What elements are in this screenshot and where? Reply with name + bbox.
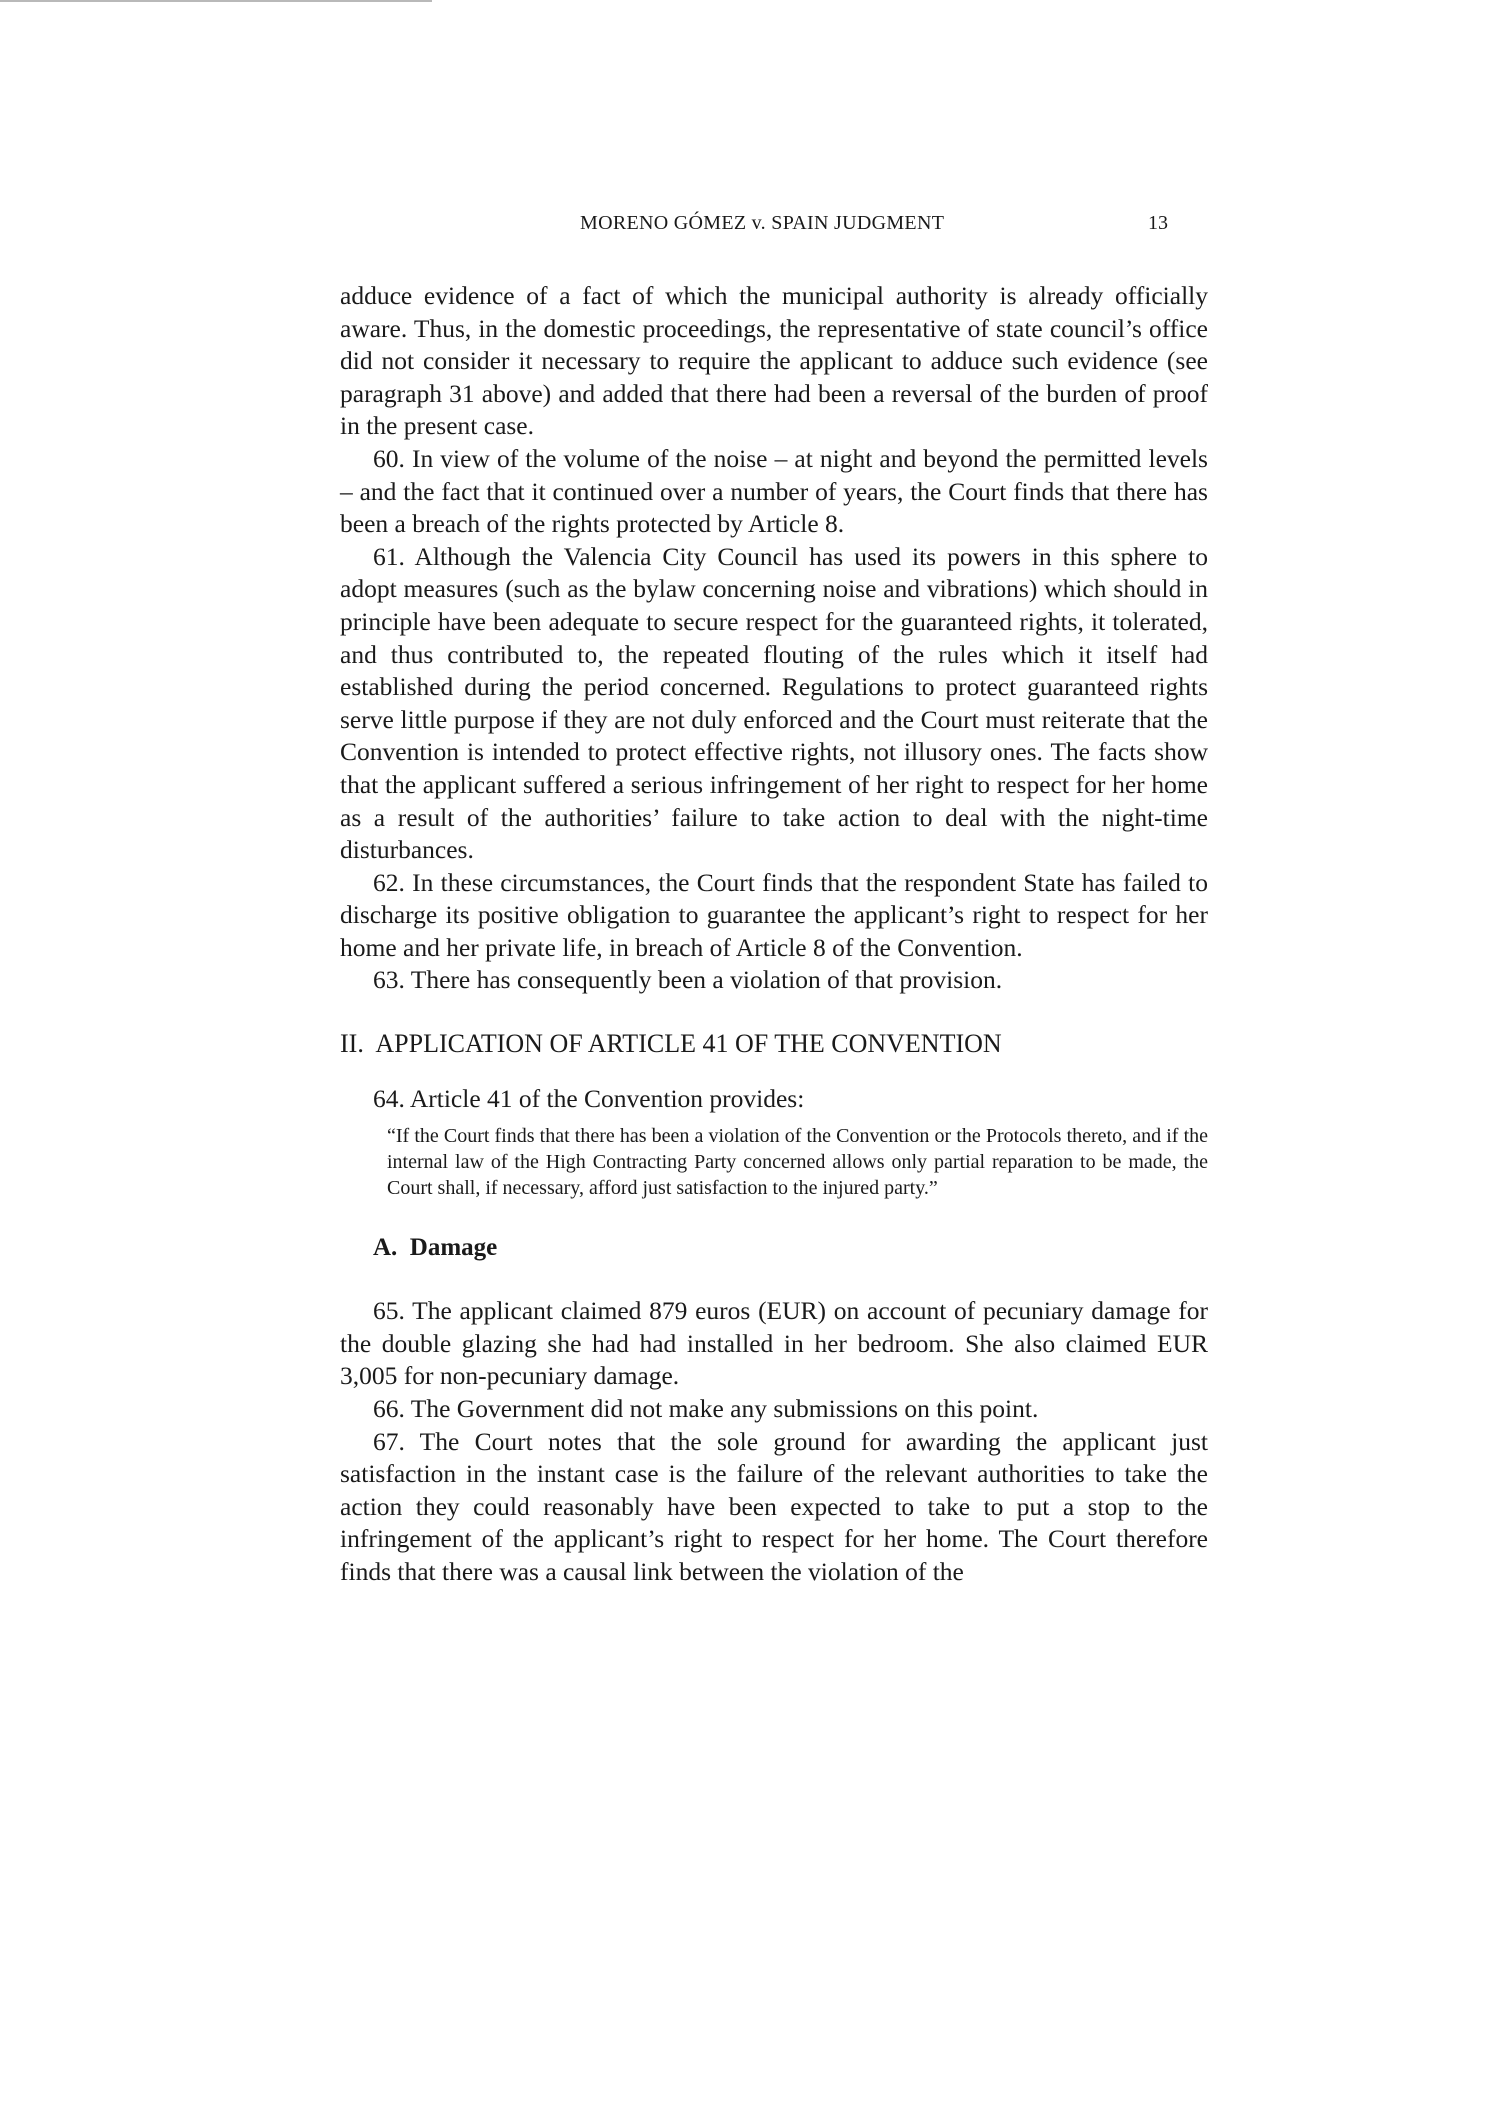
page-body [340,280,1208,1589]
paragraph-66: 66. The Government did not make any submissions on this point. [373,1394,1039,1424]
running-head: MORENO GÓMEZ v. SPAIN JUDGMENT [580,212,945,234]
subsection-heading-damage: A. Damage [373,1234,498,1262]
page-number: 13 [1148,212,1168,234]
section-heading-ii: II. APPLICATION OF ARTICLE 41 OF THE CONVENTION [340,1029,1002,1059]
paragraph-60: 60. In view of the volume of the noise – at night and beyond the permitted levels – and the fact that it continued over a number of years, the Court finds that there has been a breach of the rights protected by Article 8. [340,443,1208,539]
paragraph-67: 67. The Court notes that the sole ground for awarding the applicant just satisfaction in the instant case is the failure of the relevant authorities to take the action they could reasonably have been expected to take to put a stop to the infringement of the applicant’s right to respect for her home. The Court therefore finds that there was a causal link between the violation of the [340,1426,1208,1586]
paragraph-64: 64. Article 41 of the Convention provides: [373,1083,805,1113]
paragraph-59-continued: adduce evidence of a fact of which the municipal authority is already officially aware. Thus, in the domestic proceedings, the representative of state council’s office did not consider it necessary to require the applicant to adduce such evidence (see paragraph 31 above) and added that there had been a reversal of the burden of proof in the present case. [340,281,1208,441]
article-41-quote: “If the Court finds that there has been a violation of the Convention or the Protocols thereto, and if the internal law of the High Contracting Party concerned allows only partial reparation to be made, the Court shall, if necessary, afford just satisfaction to the injured party.” [387,1125,1208,1200]
paragraph-61: 61. Although the Valencia City Council has used its powers in this sphere to adopt measures (such as the bylaw concerning noise and vibrations) which should in principle have been adequate to secure respect for the guaranteed rights, it tolerated, and thus contributed to, the repeated flouting of the rules which it itself had established during the period concerned. Regulations to protect guaranteed rights serve little purpose if they are not duly enforced and the Court must reiterate that the Convention is intended to protect effective rights, not illusory ones. The facts show that the applicant suffered a serious infringement of her right to respect for her home as a result of the authorities’ failure to take action to deal with the night-time disturbances. [340,541,1208,865]
paragraph-62: 62. In these circumstances, the Court finds that the respondent State has failed to discharge its positive obligation to guarantee the applicant’s right to respect for her home and her private life, in breach of Article 8 of the Convention. [340,867,1208,962]
paragraph-65: 65. The applicant claimed 879 euros (EUR) on account of pecuniary damage for the double glazing she had had installed in her bedroom. She also claimed EUR 3,005 for non-pecuniary damage. [340,1296,1208,1391]
scan-edge-line [0,0,432,2]
paragraph-63: 63. There has consequently been a violation of that provision. [373,965,1003,995]
